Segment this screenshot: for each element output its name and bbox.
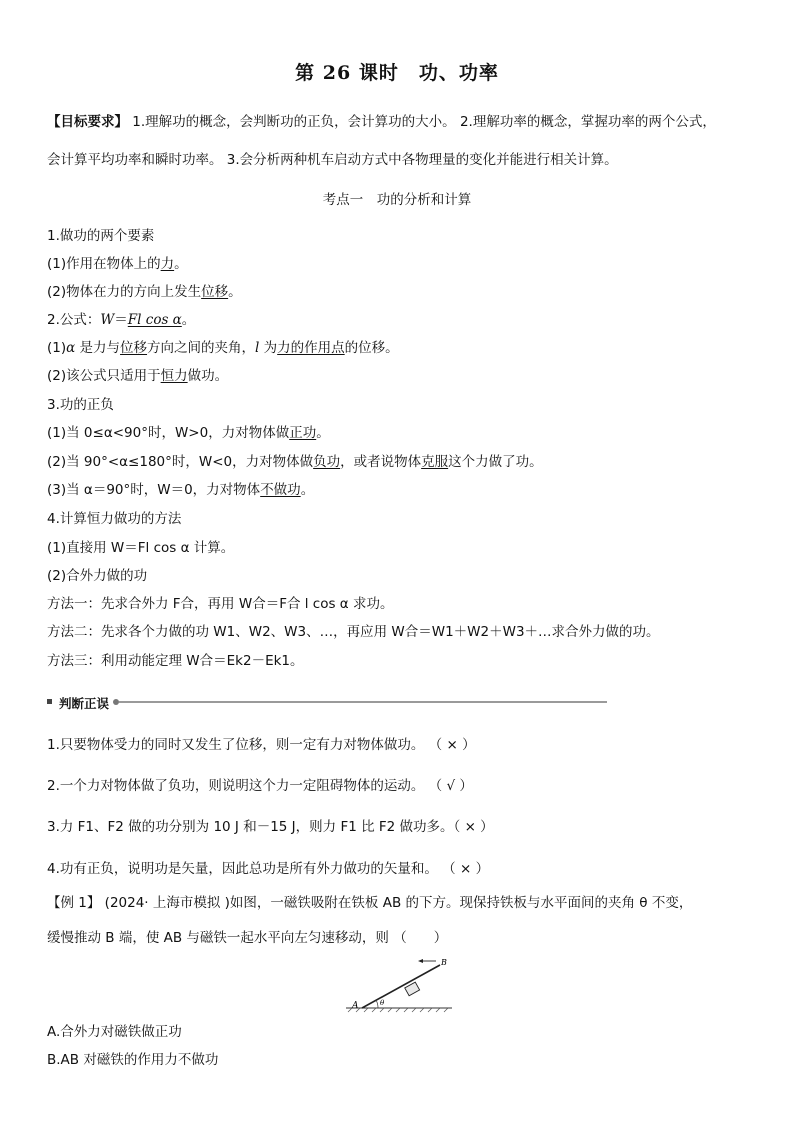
answer-underline: 位移 — [120, 340, 148, 356]
answer-underline: 不做功 — [260, 482, 301, 498]
goal-requirements — [47, 108, 757, 136]
text: 方向之间的夹角， — [147, 340, 256, 356]
text: 是力与 — [75, 340, 121, 356]
theta-label: θ — [380, 999, 385, 1007]
answer-underline: 力 — [160, 256, 175, 272]
text: 。 — [316, 425, 330, 441]
incline-diagram — [340, 955, 460, 1015]
answer-underline: 负功 — [313, 454, 341, 470]
text: 这个力做了功。 — [448, 454, 543, 470]
text: 。 — [228, 284, 242, 300]
text: (3)当 α＝90°时，W＝0，力对物体 — [47, 482, 261, 498]
text: ，或者说物体 — [340, 454, 422, 470]
formula-underline: Fl cos α — [127, 312, 182, 328]
text: (1)当 0≤α<90°时，W>0，力对物体做 — [47, 425, 290, 441]
method-1: 方法一：先求合外力 F合，再用 W合＝F合 l cos α 求功。 — [47, 596, 394, 612]
point-2b — [47, 366, 228, 386]
math-symbol: W — [100, 312, 115, 328]
judge-item-3: 3.力 F1、F2 做的功分别为 10 J 和－15 J，则力 F1 比 F2 做功多。（ × ） — [47, 819, 494, 835]
method-3: 方法三：利用动能定理 W合＝Ek2－Ek1。 — [47, 653, 304, 669]
math-symbol: α — [66, 340, 76, 356]
square-bullet-icon — [47, 699, 52, 704]
text: 。 — [174, 256, 188, 272]
text: (2)当 90°<α≤180°时，W<0，力对物体做 — [47, 454, 314, 470]
example-1-line-1: 【例 1】 (2024· 上海市模拟 )如图，一磁铁吸附在铁板 AB 的下方。现保持铁板与水平面间的夹角 θ 不变， — [47, 895, 693, 911]
point-3b — [47, 452, 543, 472]
point-4-heading: 4.计算恒力做功的方法 — [47, 511, 182, 527]
point-1a — [47, 254, 188, 274]
judge-label: 判断正误 — [59, 696, 110, 711]
goal-tag: 【目标要求】 — [47, 114, 128, 130]
point-3a — [47, 423, 330, 443]
text: (2)物体在力的方向上发生 — [47, 284, 202, 300]
angle-arc — [376, 1000, 378, 1008]
page-title: 第 26 课时 功、功率 — [295, 62, 499, 84]
judge-item-2: 2.一个力对物体做了负功，则说明这个力一定阻碍物体的运动。 （ √ ） — [47, 778, 473, 794]
option-B: B.AB 对磁铁的作用力不做功 — [47, 1052, 219, 1068]
point-1-heading: 1.做功的两个要素 — [47, 228, 155, 244]
judge-section-header — [47, 694, 607, 710]
iron-plate-AB — [362, 965, 440, 1008]
point-2a — [47, 338, 399, 358]
point-A-label: A — [352, 1001, 359, 1011]
text: 2.公式： — [47, 312, 101, 328]
method-2: 方法二：先求各个力做的功 W1、W2、W3、…，再应用 W合＝W1＋W2＋W3＋…求合外力做的功。 — [47, 624, 660, 640]
text: (1)作用在物体上的 — [47, 256, 161, 272]
text: 的位移。 — [344, 340, 399, 356]
point-B-label: B — [441, 958, 447, 967]
point-3-heading: 3.功的正负 — [47, 397, 114, 413]
answer-underline: 克服 — [421, 454, 449, 470]
judge-item-1: 1.只要物体受力的同时又发生了位移，则一定有力对物体做功。 （ × ） — [47, 737, 476, 753]
section-heading: 考点一 功的分析和计算 — [322, 192, 472, 208]
goal-line-1: 1.理解功的概念，会判断功的正负，会计算功的大小。 2.理解功率的概念，掌握功率的两个公式， — [128, 114, 716, 130]
point-2-heading — [47, 310, 195, 330]
point-4b: (2)合外力做的功 — [47, 568, 148, 584]
text: (2)该公式只适用于 — [47, 368, 161, 384]
point-3c — [47, 480, 314, 500]
answer-underline: 恒力 — [160, 368, 188, 384]
text: ＝ — [114, 312, 128, 328]
point-1b — [47, 282, 242, 302]
text: (1) — [47, 340, 67, 356]
ground-hatch — [348, 1008, 448, 1012]
magnet-block — [405, 982, 420, 996]
text: 做功。 — [187, 368, 229, 384]
text: 。 — [181, 312, 196, 328]
answer-underline: 正功 — [289, 425, 317, 441]
math-symbol: l — [255, 340, 260, 356]
text: 。 — [300, 482, 315, 498]
text: 为 — [259, 340, 278, 356]
arrow-head-icon — [418, 959, 423, 963]
answer-underline: 位移 — [201, 284, 229, 300]
answer-underline: 力的作用点 — [277, 340, 345, 356]
divider — [119, 701, 607, 703]
example-1-line-2: 缓慢推动 B 端，使 AB 与磁铁一起水平向左匀速移动，则 （ ） — [47, 930, 448, 946]
judge-item-4: 4.功有正负，说明功是矢量，因此总功是所有外力做功的矢量和。 （ × ） — [47, 861, 490, 877]
goal-line-2: 会计算平均功率和瞬时功率。 3.会分析两种机车启动方式中各物理量的变化并能进行相关计算。 — [47, 152, 618, 168]
option-A: A.合外力对磁铁做正功 — [47, 1024, 182, 1040]
point-4a: (1)直接用 W＝Fl cos α 计算。 — [47, 540, 235, 556]
